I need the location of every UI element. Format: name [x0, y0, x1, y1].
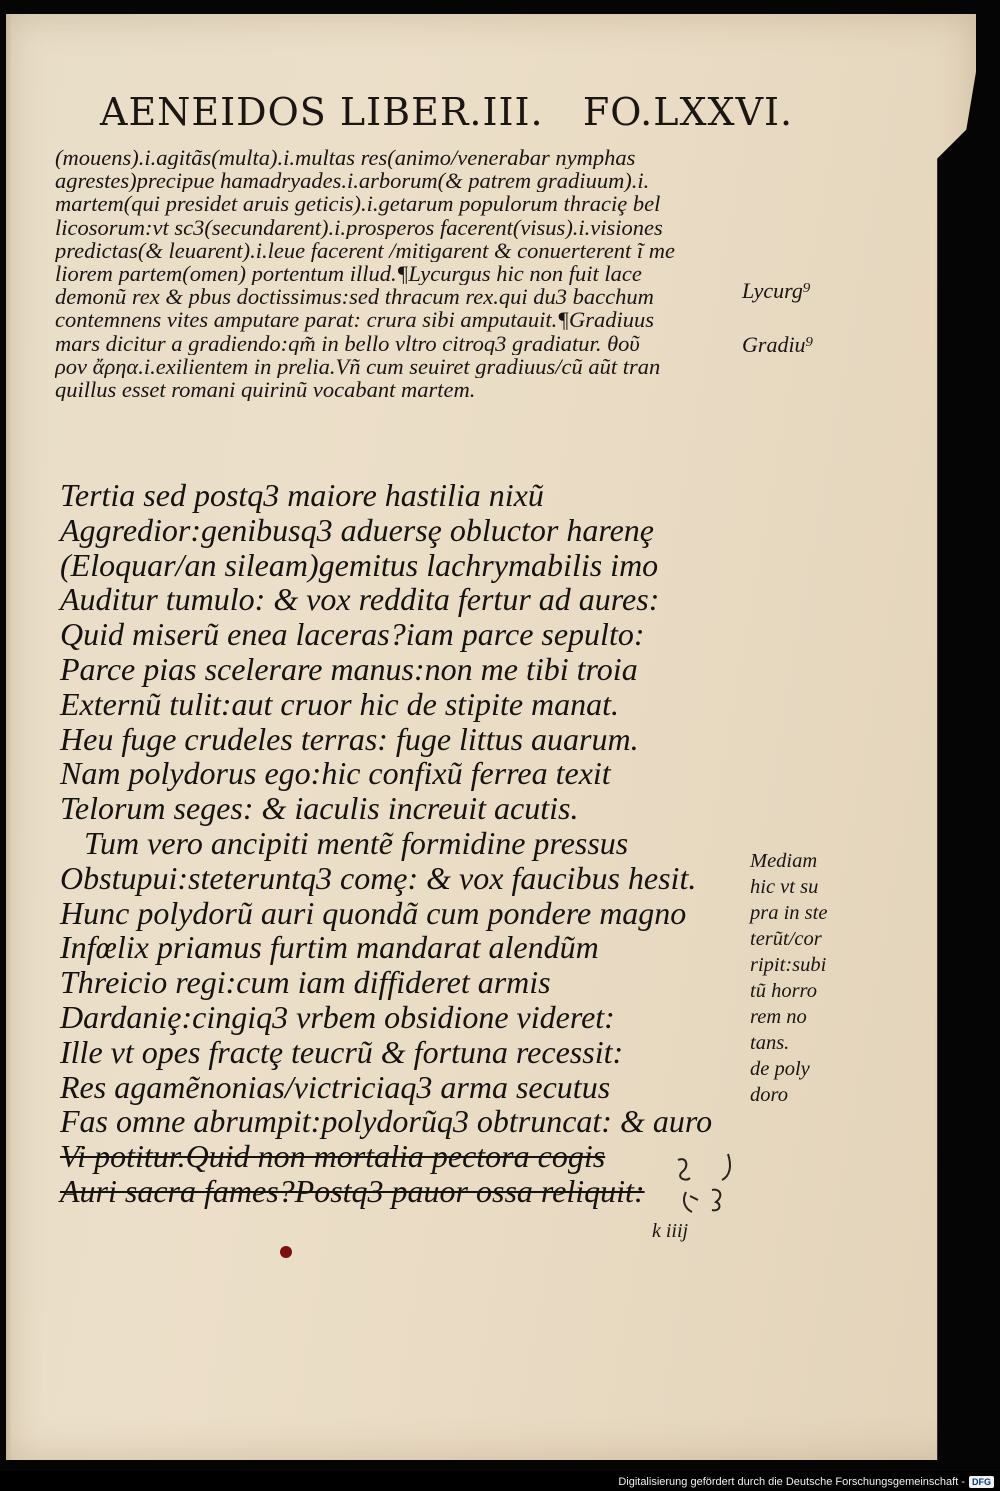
verse-line: Telorum seges: & iaculis increuit acutis. — [60, 790, 579, 827]
commentary-line: contemnens vites amputare parat: crura sibi amputauit.¶Gradiuus — [55, 308, 655, 332]
verse-line: Dardaniȩ:cingiq3 vrbem obsidione videret: — [60, 998, 615, 1035]
verse-line: Tum vero ancipiti mentẽ formidine pressus — [84, 824, 629, 861]
marginal-note-line: hic vt su — [750, 876, 819, 898]
page-edge-shadow — [6, 14, 12, 1460]
funding-credit — [618, 1474, 994, 1490]
verse-line: Aggredior:genibusq3 aduersȩ obluctor harenȩ — [60, 511, 654, 548]
marginal-note-line: terũt/cor — [750, 928, 822, 950]
verse-line: Heu fuge crudeles terras: fuge littus auarum. — [60, 720, 639, 757]
dfg-logo[interactable]: DFG — [969, 1476, 994, 1488]
marginal-note-line: doro — [750, 1084, 788, 1106]
commentary-line: demonũ rex & pbus doctissimus:sed thracum rex.qui du3 bacchum — [55, 285, 654, 309]
marginal-note-line: rem no — [750, 1006, 807, 1028]
commentary-line: quillus esset romani quirinũ vocabant martem. — [55, 377, 476, 402]
verse-line-struck: Vi potitur.Quid non mortalia pectora cogis — [60, 1138, 606, 1175]
rubric-dot — [280, 1246, 292, 1258]
verse-line: Hunc polydorũ auri quondã cum pondere magno — [60, 894, 687, 931]
verse-line: Tertia sed postq3 maiore hastilia nixũ — [60, 477, 544, 513]
commentary-line: mars dicitur a gradiendo:qm̃ in bello vltro citroq3 gradiatur. θοῦ — [55, 331, 640, 355]
verse-line: Threicio regi:cum iam diffideret armis — [60, 964, 551, 1001]
marginal-note-line: tũ horro — [750, 980, 818, 1002]
verse-line: Auditur tumulo: & vox reddita fertur ad aures: — [60, 581, 660, 618]
commentary-line: predictas(& leuarent).i.leue facerent /mitigarent & conuerterent ĩ me — [55, 238, 676, 262]
funding-credit-text: Digitalisierung gefördert durch die Deutsche Forschungsgemeinschaft - — [618, 1476, 965, 1488]
handwritten-mark-icon — [672, 1152, 752, 1222]
verse-line: Fas omne abrumpit:polydorũq3 obtruncat: & auro — [60, 1103, 713, 1140]
marginal-note-line: ripit:subi — [750, 954, 827, 976]
marginal-note-line: tans. — [750, 1032, 790, 1054]
verse-line: Infœlix priamus furtim mandarat alendũm — [60, 929, 599, 966]
commentary-line: ρον ἄρηα.i.exilientem in prelia.Vñ cum seuiret gradiuus/cũ aũt tran — [55, 354, 661, 378]
verse-line: (Eloquar/an sileam)gemitus lachrymabilis imo — [60, 546, 659, 583]
commentary-line: agrestes)precipue hamadryades.i.arborum(& patrem gradiuum).i. — [55, 169, 650, 193]
running-head: AENEIDOS LIBER.III. FO.LXXVI. — [100, 90, 794, 134]
verse-line: Externũ tulit:aut cruor hic de stipite manat. — [60, 685, 620, 722]
gloss-gradiuus: Gradiu⁹ — [742, 332, 814, 357]
gloss-lycurgus: Lycurg⁹ — [742, 278, 811, 303]
verse-block — [60, 478, 760, 1209]
marginal-note-line: pra in ste — [750, 902, 828, 924]
verse-line: Parce pias scelerare manus:non me tibi troia — [60, 650, 638, 687]
signature-mark: k iiij — [652, 1220, 689, 1242]
verse-line: Res agamẽnonias/victriciaq3 arma secutus — [60, 1068, 611, 1105]
commentary-line: (mouens).i.agitãs(multa).i.multas res(animo/venerabar nymphas — [55, 146, 636, 170]
verse-line: Nam polydorus ego:hic confixũ ferrea texit — [60, 755, 611, 792]
verse-line-struck: Auri sacra fames?Postq3 pauor ossa reliquit: — [60, 1172, 645, 1209]
commentary-block — [55, 146, 745, 401]
verse-line: Ille vt opes fractȩ teucrũ & fortuna recessit: — [60, 1033, 624, 1070]
commentary-line: licosorum:vt sc3(secundarent).i.prosperos facerent(visus).i.visiones — [55, 215, 663, 239]
commentary-line: liorem partem(omen) portentum illud.¶Lycurgus hic non fuit lace — [55, 261, 642, 286]
commentary-line: martem(qui presidet aruis geticis).i.getarum populorum thraciȩ bel — [55, 192, 661, 216]
verse-line: Obstupui:steteruntq3 comȩ: & vox faucibus hesit. — [60, 859, 697, 896]
marginal-note-line: Mediam — [750, 850, 818, 872]
verse-line: Quid miserũ enea laceras?iam parce sepulto: — [60, 616, 645, 653]
marginal-note-line: de poly — [750, 1058, 810, 1080]
marginal-note — [750, 848, 870, 1108]
